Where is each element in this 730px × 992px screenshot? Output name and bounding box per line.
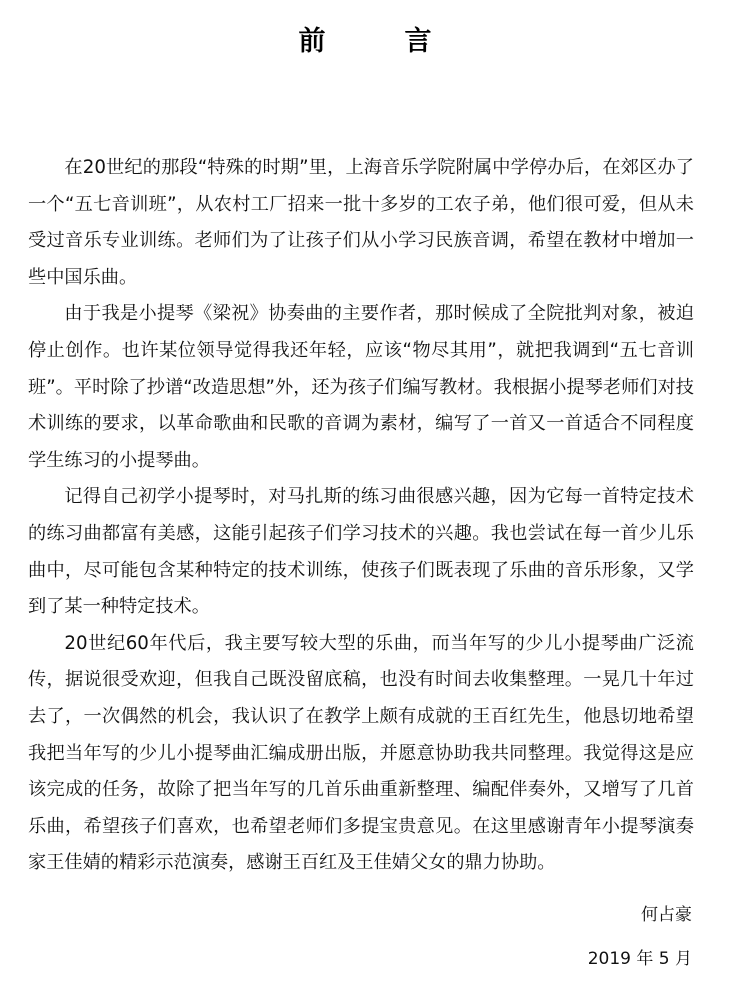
paragraph-1: 在20世纪的那段“特殊的时期”里，上海音乐学院附属中学停办后，在郊区办了一个“五七音训班”，从农村工厂招来一批十多岁的工农子弟，他们很可爱，但从未受过音乐专业训练。老师们为了让孩子们从小学习民族音调，希望在教材中增加一些中国乐曲。 (28, 157, 694, 288)
preface-body (28, 150, 694, 882)
signature-date: 2019 年 5 月 (587, 949, 692, 969)
author-signature: 何占豪 (641, 905, 692, 925)
paragraph-4: 20世纪60年代后，我主要写较大型的乐曲，而当年写的少儿小提琴曲广泛流传，据说很受欢迎，但我自己既没留底稿，也没有时间去收集整理。一晃几十年过去了，一次偶然的机会，我认识了在教学上颇有成就的王百红先生，他恳切地希望我把当年写的少儿小提琴曲汇编成册出版，并愿意协助我共同整理。我觉得这是应该完成的任务，故除了把当年写的几首乐曲重新整理、编配伴奏外，又增写了几首乐曲，希望孩子们喜欢，也希望老师们多提宝贵意见。在这里感谢青年小提琴演奏家王佳婧的精彩示范演奏，感谢王百红及王佳婧父女的鼎力协助。 (28, 632, 694, 874)
paragraph-2: 由于我是小提琴《梁祝》协奏曲的主要作者，那时候成了全院批判对象，被迫停止创作。也许某位领导觉得我还年轻，应该“物尽其用”，就把我调到“五七音训班”。平时除了抄谱“改造思想”外，还为孩子们编写教材。我根据小提琴老师们对技术训练的要求，以革命歌曲和民歌的音调为素材，编写了一首又一首适合不同程度学生练习的小提琴曲。 (28, 303, 694, 471)
paragraph-3: 记得自己初学小提琴时，对马扎斯的练习曲很感兴趣，因为它每一首特定技术的练习曲都富有美感，这能引起孩子们学习技术的兴趣。我也尝试在每一首少儿乐曲中，尽可能包含某种特定的技术训练，使孩子们既表现了乐曲的音乐形象，又学到了某一种特定技术。 (28, 486, 694, 618)
page-title: 前 言 (298, 26, 458, 57)
